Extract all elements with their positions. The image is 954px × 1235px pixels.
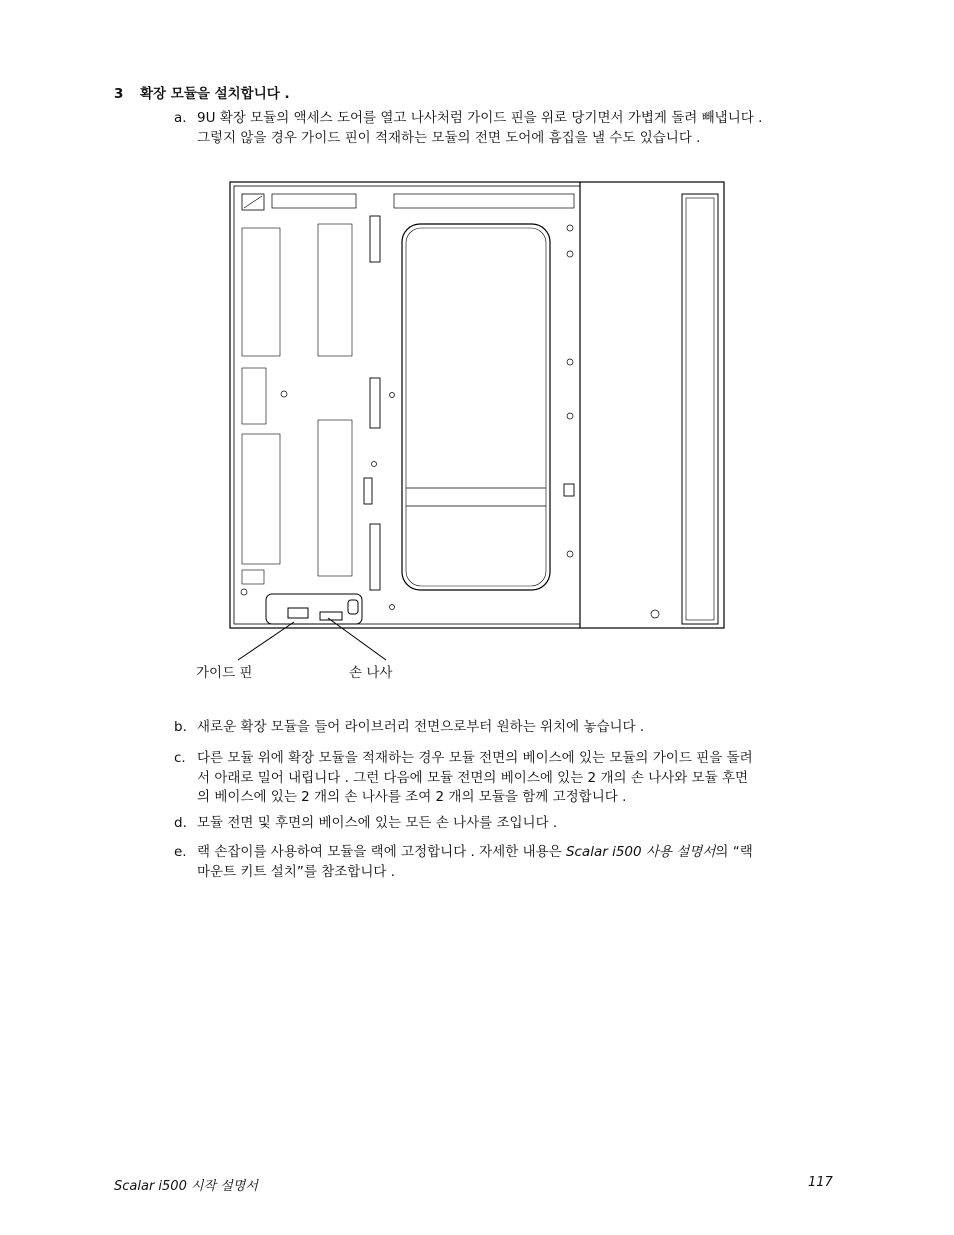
item-label: a. <box>174 110 187 126</box>
item-label: e. <box>174 844 187 860</box>
instruction-item-d <box>174 814 844 834</box>
instruction-item-e <box>174 843 844 882</box>
item-text-line: 9U 확장 모듈의 액세스 도어를 열고 나사처럼 가이드 핀을 위로 당기면서 가볍게 돌려 빼냅니다 . <box>197 110 763 126</box>
module-base <box>266 594 362 624</box>
footer-page-number: 117 <box>808 1175 833 1190</box>
item-text-line: 서 아래로 밀어 내립니다 . 그런 다음에 모듈 전면의 베이스에 있는 2 개의 손 나사와 모듈 후면 <box>197 769 749 786</box>
middle-vent-column <box>318 224 352 576</box>
item-text-line: 새로운 확장 모듈을 들어 라이브러리 전면으로부터 원하는 위치에 놓습니다 . <box>197 719 645 735</box>
item-label: b. <box>174 719 187 735</box>
expansion-module-diagram <box>180 172 740 692</box>
center-window <box>402 224 550 590</box>
item-text: 의 “랙 <box>715 844 753 860</box>
callout-thumb-screw: 손 나사 <box>349 665 393 681</box>
item-label: c. <box>174 750 186 766</box>
instruction-item-a <box>174 109 844 148</box>
item-text-line: 그렇지 않을 경우 가이드 핀이 적재하는 모듈의 전면 도어에 흠집을 낼 수도 있습니다 . <box>197 129 701 146</box>
step-title: 확장 모듈을 설치합니다 . <box>140 86 290 102</box>
latches <box>364 216 574 590</box>
callout-guide-pin: 가이드 핀 <box>196 665 253 681</box>
module-outline <box>230 182 724 628</box>
item-text-line: 의 베이스에 있는 2 개의 손 나사를 조여 2 개의 모듈을 함께 고정합니다 . <box>197 789 627 805</box>
footer-document-title: Scalar i500 시작 설명서 <box>114 1179 258 1194</box>
item-text: 랙 손잡이를 사용하여 모듈을 랙에 고정합니다 . 자세한 내용은 <box>197 844 566 860</box>
item-label: d. <box>174 815 187 831</box>
mounting-holes <box>241 225 659 618</box>
step-heading <box>114 82 290 102</box>
item-text-line: 마운트 키트 설치”를 참조합니다 . <box>197 863 395 880</box>
item-text-line: 모듈 전면 및 후면의 베이스에 있는 모든 손 나사를 조입니다 . <box>197 815 558 831</box>
manual-reference: Scalar i500 사용 설명서 <box>565 844 716 860</box>
step-number: 3 <box>114 86 124 102</box>
top-vents <box>272 194 574 208</box>
item-text-line: 다른 모듈 위에 확장 모듈을 적재하는 경우 모듈 전면의 베이스에 있는 모듈의 가이드 핀을 돌려 <box>197 750 753 766</box>
item-text-line <box>197 843 844 863</box>
instruction-item-c <box>174 749 844 808</box>
instruction-item-b <box>174 718 844 738</box>
module-drawing <box>180 172 740 692</box>
left-vent-column <box>242 228 280 584</box>
